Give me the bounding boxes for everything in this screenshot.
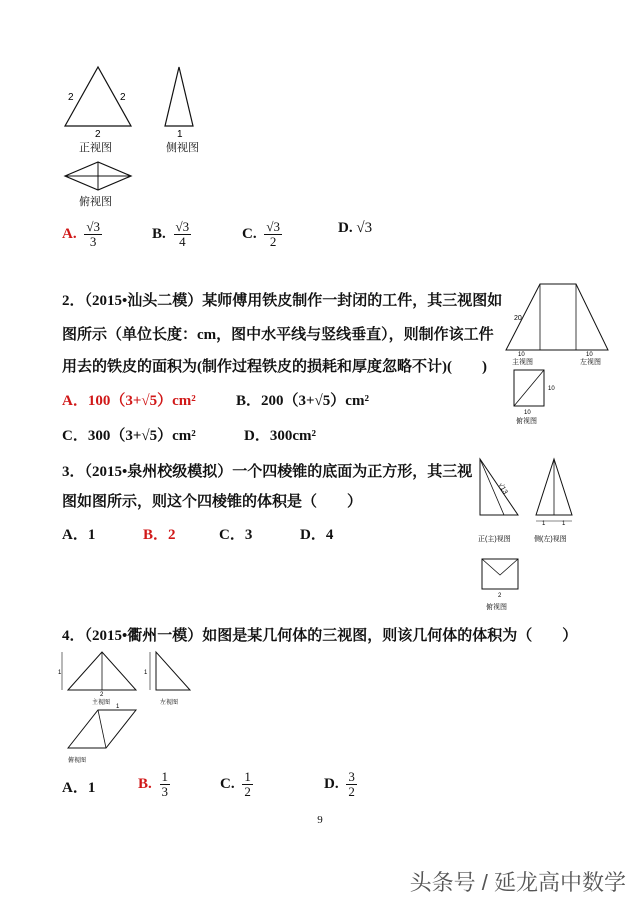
q2-option-b: B．200（3+√5）cm² (236, 393, 369, 409)
q4-left-label: 左视图 (160, 700, 179, 706)
watermark: 头条号 / 延龙高中数学 (409, 870, 626, 895)
q4-line1: 4．（2015•衢州一模）如图是某几何体的三视图，则该几何体的体积为（ ） (62, 628, 578, 644)
svg-text:1: 1 (562, 521, 566, 527)
q3-front-label: 正(主)视图 (478, 536, 511, 543)
front-base-dim: 2 (95, 129, 101, 140)
svg-text:10: 10 (548, 386, 555, 392)
front-view-label: 正视图 (79, 142, 112, 154)
page-number: 9 (317, 814, 323, 826)
q3-line1: 3．（2015•泉州校级模拟）一个四棱锥的底面为正方形，其三视 (62, 464, 473, 480)
q2-top-label: 俯视图 (516, 418, 537, 425)
svg-text:10: 10 (524, 410, 531, 416)
q1-option-b: B. $\frac{√3}{4}$ (152, 219, 190, 249)
svg-text:2: 2 (100, 692, 104, 698)
q1-options (62, 212, 562, 248)
svg-text:1: 1 (58, 670, 62, 676)
side-view-label: 侧视图 (166, 142, 199, 154)
q2-line2: 图所示（单位长度：cm，图中水平线与竖线垂直），则制作该工件 (62, 327, 494, 343)
q1-option-a: A. $\frac{√3}{3}$ (62, 219, 100, 249)
svg-text:1: 1 (144, 670, 148, 676)
q4-three-view-figure (58, 648, 208, 766)
q2-option-d: D．300cm² (244, 428, 316, 444)
q3-option-d: D．4 (300, 527, 334, 543)
q4-options (62, 766, 482, 806)
side-base-dim: 1 (177, 129, 183, 140)
q2-main-label: 主视图 (512, 359, 533, 366)
q3-side-label: 侧(左)视图 (534, 536, 567, 543)
q4-front-label: 主视图 (92, 700, 111, 706)
q3-option-b: B．2 (143, 527, 176, 543)
q1-option-c: C. $\frac{√3}{2}$ (242, 219, 280, 249)
q3-option-a: A．1 (62, 527, 96, 543)
svg-text:2: 2 (498, 593, 502, 599)
front-side-left-dim: 2 (68, 92, 74, 103)
svg-text:10: 10 (518, 352, 525, 358)
q4-option-c: C. $\frac{1}{2}$ (220, 769, 251, 799)
q4-top-label: 俯视图 (68, 758, 87, 764)
front-side-right-dim: 2 (120, 92, 126, 103)
q3-three-view-figure (474, 455, 594, 615)
q2-line3: 用去的铁皮的面积为(制作过程铁皮的损耗和厚度忽略不计)( ) (62, 359, 487, 375)
q2-dim-20: 20 (514, 315, 522, 322)
q3-top-label: 俯视图 (486, 604, 507, 611)
side-view-triangle (165, 67, 193, 126)
q2-option-a: A．100（3+√5）cm² (62, 393, 196, 409)
q3-dim-sqrt13: √13 (496, 482, 509, 496)
svg-text:1: 1 (116, 704, 120, 710)
q3-option-c: C．3 (219, 527, 253, 543)
q4-option-a: A．1 (62, 780, 96, 796)
q2-line1: 2．（2015•汕头二模）某师傅用铁皮制作一封闭的工件，其三视图如 (62, 293, 503, 309)
q1-option-d: D. √3 (338, 220, 373, 236)
q4-option-b: B. $\frac{1}{3}$ (138, 769, 169, 799)
q2-option-c: C．300（3+√5）cm² (62, 428, 196, 444)
q3-line2: 图如图所示，则这个四棱锥的体积是（ ） (62, 494, 363, 510)
q2-left-label: 左视图 (580, 359, 601, 366)
top-view-label: 俯视图 (79, 196, 112, 208)
svg-text:10: 10 (586, 352, 593, 358)
q4-option-d: D. $\frac{3}{2}$ (324, 769, 355, 799)
q2-three-view-figure (500, 278, 620, 428)
svg-text:1: 1 (542, 521, 546, 527)
